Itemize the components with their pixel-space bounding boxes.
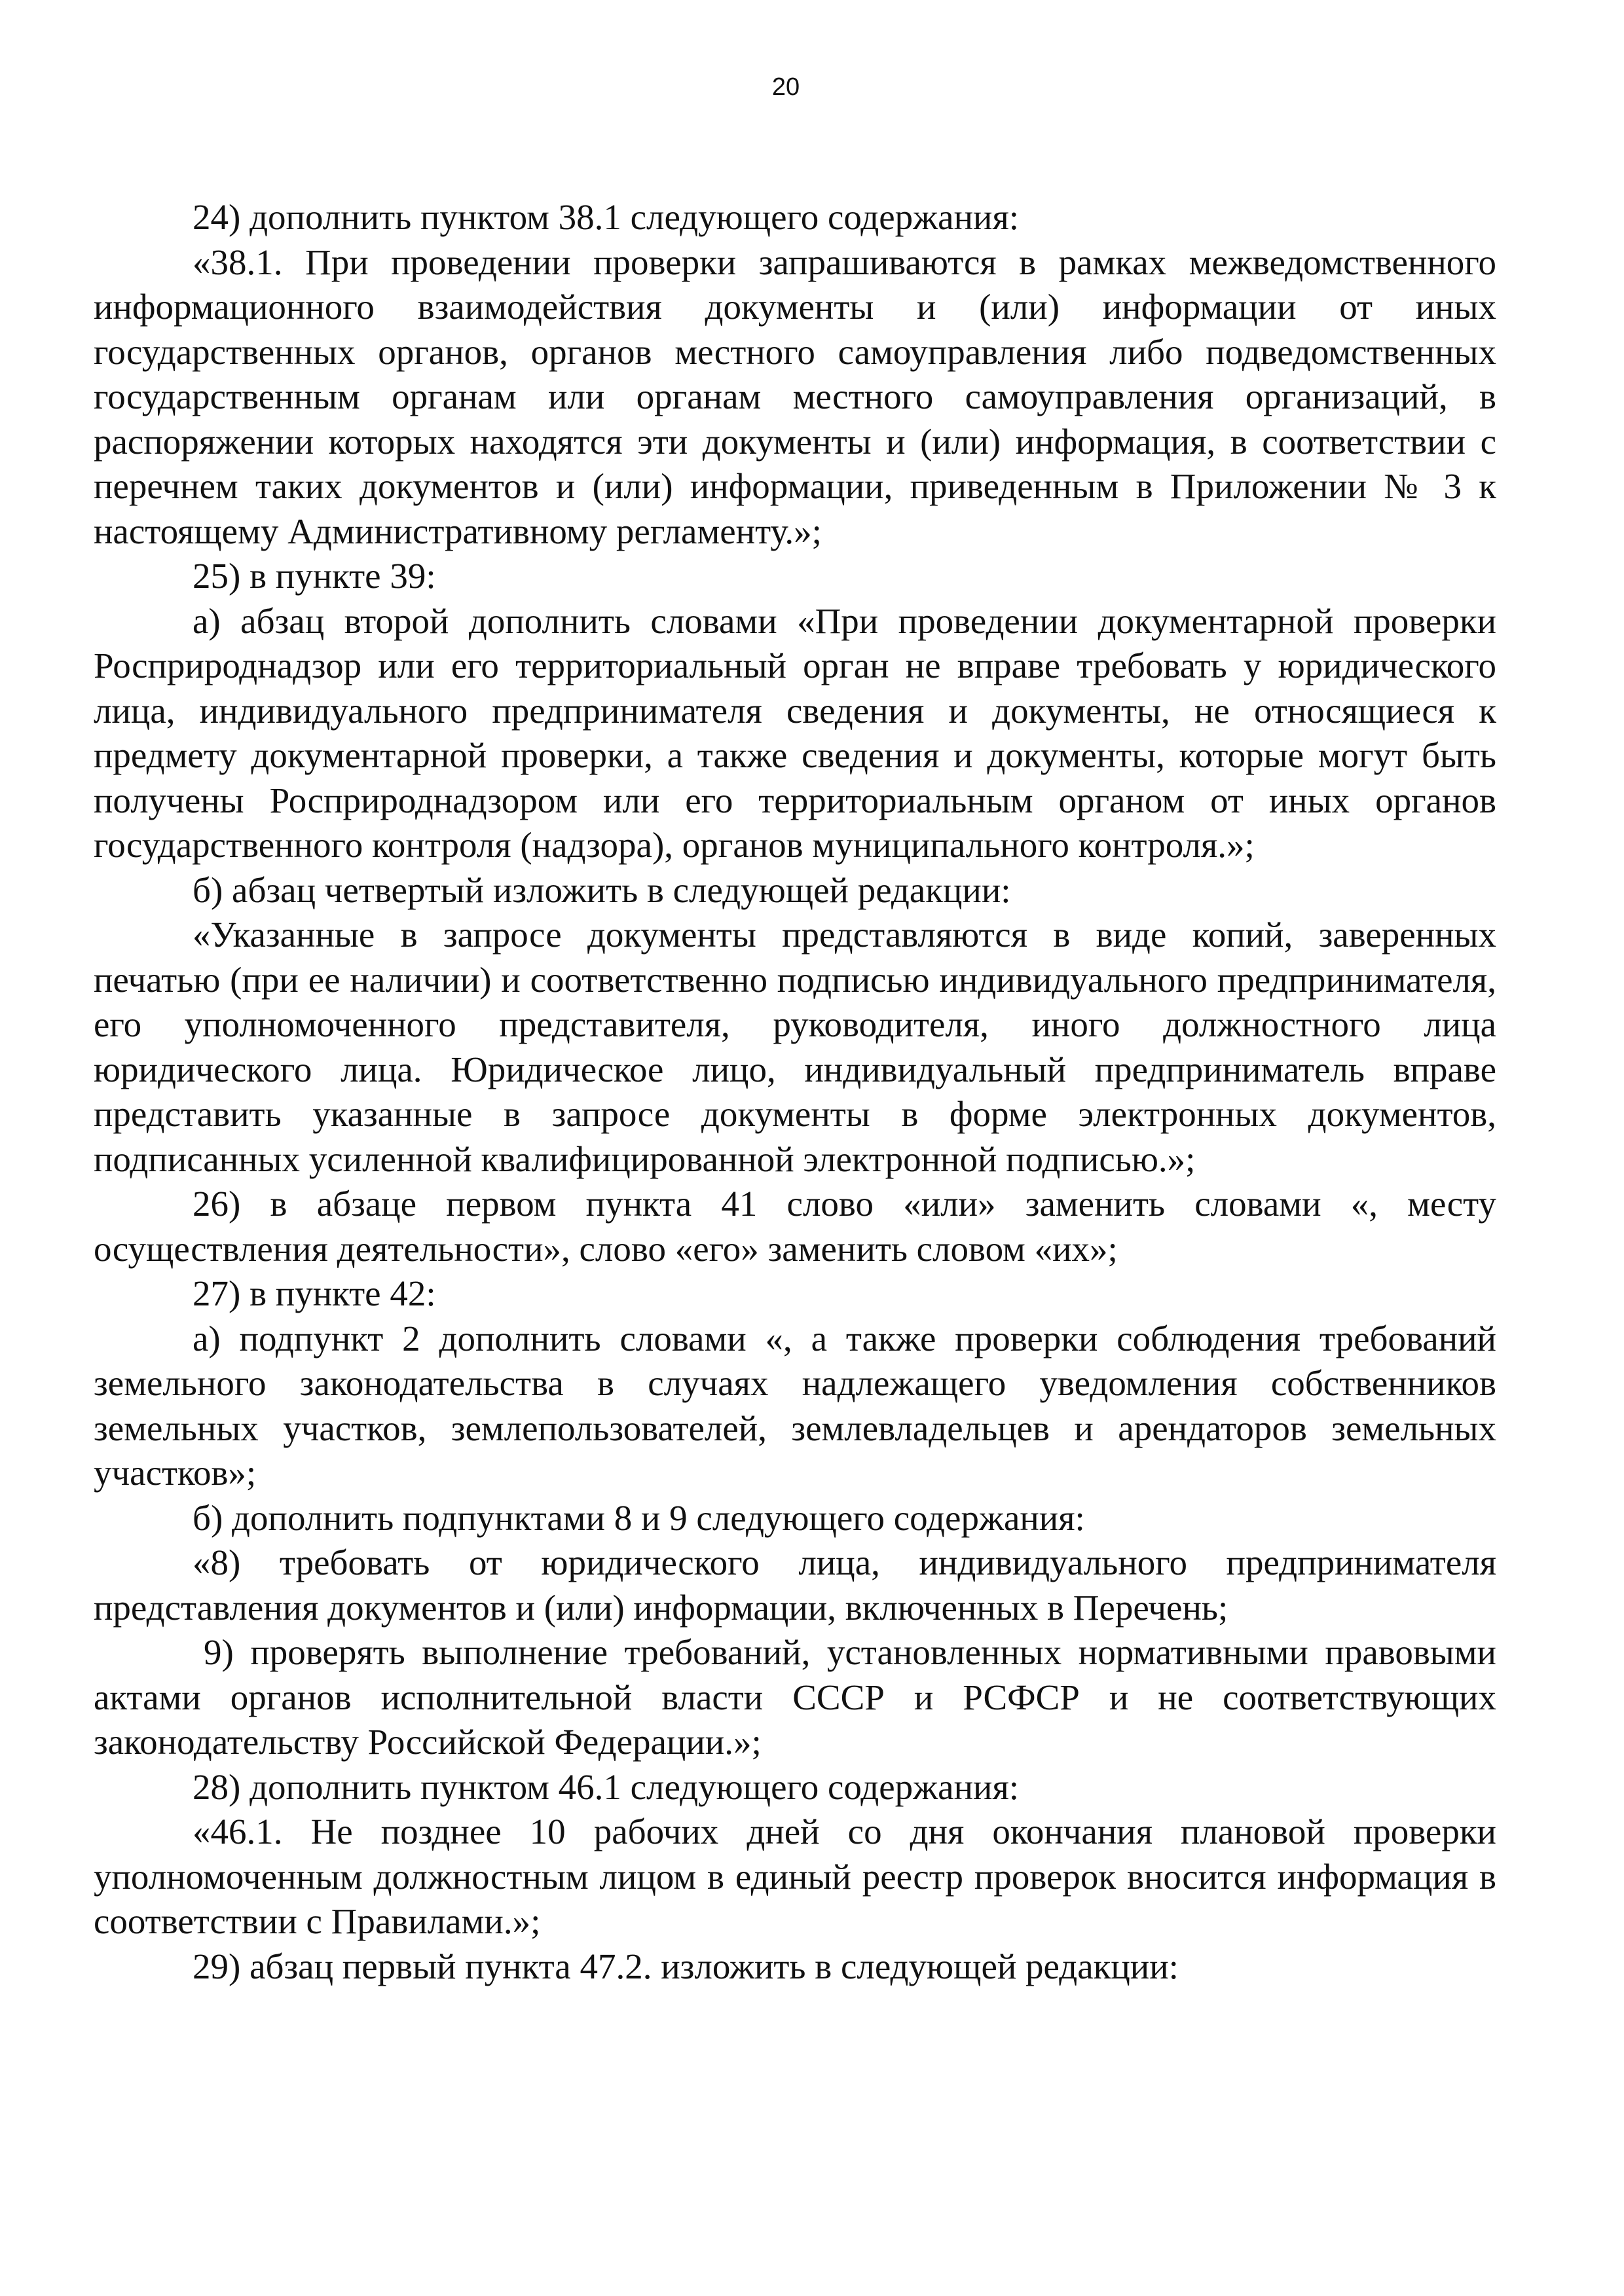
page-number: 20 [771, 73, 800, 101]
paragraph-quote-documents: «Указанные в запросе документы представляются в виде копий, заверенных печатью (при ее наличии) и соответственно подписью индивидуального предпринимателя, его уполномоченного представителя, руководителя, иного должностного лица юридического лица. Юридическое лицо, индивидуальный предприниматель вправе представить указанные в запросе документы в форме электронных документов, подписанных усиленной квалифицированной электронной подписью.»; [94, 915, 1496, 1179]
paragraph-item-25: 25) в пункте 39: [193, 556, 436, 596]
paragraph-item-27-a: а) подпункт 2 дополнить словами «, а также проверки соблюдения требований земельного законодательства в случаях надлежащего уведомления собственников земельных участков, землепользователей, землевладельцев и арендаторов земельных участков»; [94, 1318, 1496, 1493]
paragraph-subitem-8: «8) требовать от юридического лица, индивидуального предпринимателя представления документов и (или) информации, включенных в Перечень; [94, 1542, 1496, 1628]
paragraph-item-27: 27) в пункте 42: [193, 1273, 436, 1313]
paragraph-quote-38-1: «38.1. При проведении проверки запрашиваются в рамках межведомственного информационного взаимодействия документы и (или) информации от иных государственных органов, органов местного самоуправления либо подведомственных государственным органам или органам местного самоуправления организаций, в распоряжении которых находятся эти документы и (или) информация, в соответствии с перечнем таких документов и (или) информации, приведенным в Приложении № 3 к настоящему Административному регламенту.»; [94, 242, 1496, 551]
paragraph-item-27-b: б) дополнить подпунктами 8 и 9 следующего содержания: [193, 1497, 1085, 1538]
paragraph-item-24: 24) дополнить пунктом 38.1 следующего содержания: [193, 197, 1020, 237]
paragraph-item-29: 29) абзац первый пункта 47.2. изложить в следующей редакции: [193, 1946, 1179, 1986]
paragraph-subitem-9: 9) проверять выполнение требований, установленных нормативными правовыми актами органов исполнительной власти СССР и РСФСР и не соответствующих законодательству Российской Федерации.»; [94, 1632, 1496, 1762]
document-body [94, 195, 1496, 1989]
paragraph-item-25-b: б) абзац четвертый изложить в следующей редакции: [193, 869, 1011, 910]
paragraph-item-26: 26) в абзаце первом пункта 41 слово «или» заменить словами «, месту осуществления деятельности», слово «его» заменить словом «их»; [94, 1184, 1496, 1269]
paragraph-item-28: 28) дополнить пунктом 46.1 следующего содержания: [193, 1766, 1020, 1807]
paragraph-item-25-a: а) абзац второй дополнить словами «При проведении документарной проверки Росприроднадзор или его территориальный орган не вправе требовать у юридического лица, индивидуального предпринимателя сведения и документы, не относящиеся к предмету документарной проверки, а также сведения и документы, которые могут быть получены Росприроднадзором или его территориальным органом от иных органов государственного контроля (надзора), органов муниципального контроля.»; [94, 600, 1496, 865]
paragraph-quote-46-1: «46.1. Не позднее 10 рабочих дней со дня окончания плановой проверки уполномоченным должностным лицом в единый реестр проверок вносится информация в соответствии с Правилами.»; [94, 1812, 1496, 1941]
